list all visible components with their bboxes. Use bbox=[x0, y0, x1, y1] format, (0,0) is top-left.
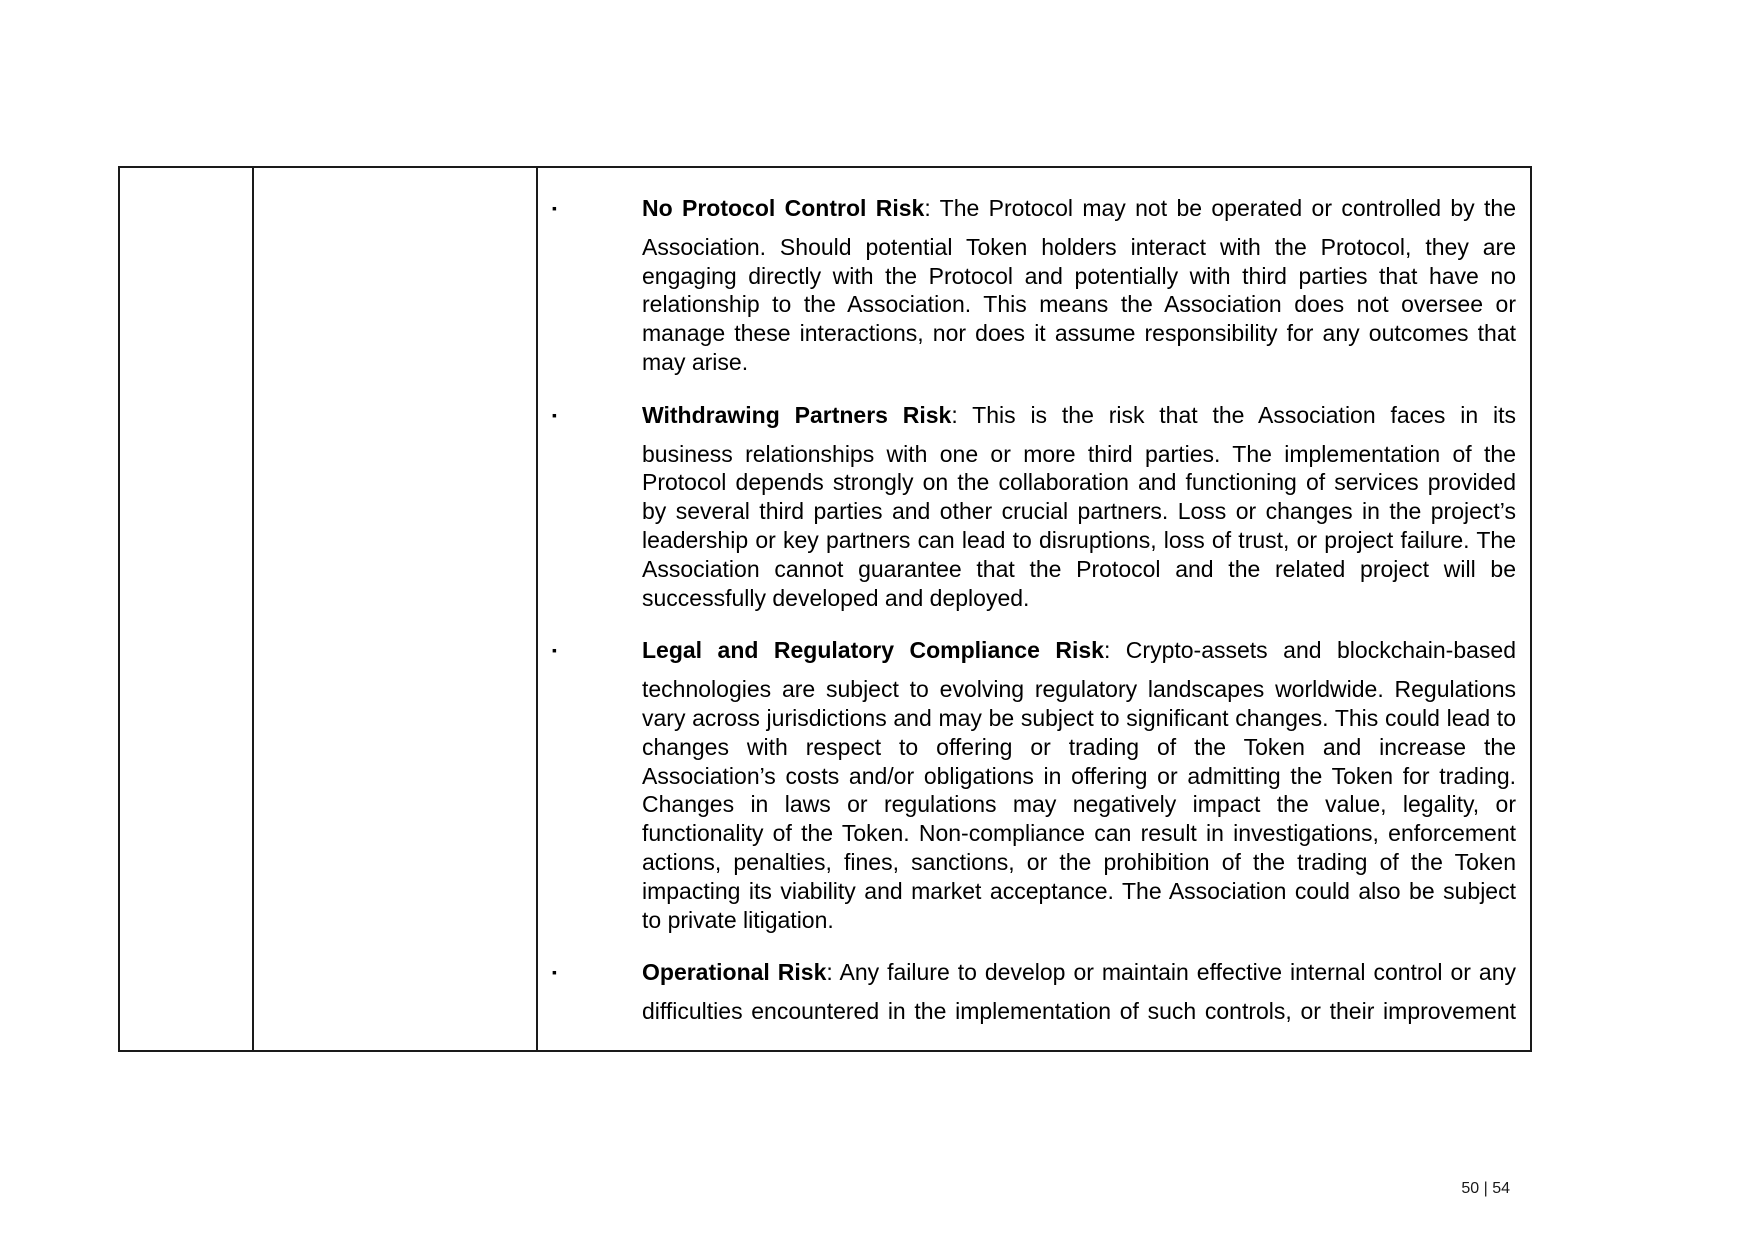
table-cell-empty-2 bbox=[253, 167, 537, 1051]
risk-title: Withdrawing Partners Risk bbox=[642, 401, 952, 428]
table-row bbox=[119, 167, 1531, 1051]
risk-table bbox=[118, 166, 1532, 1052]
risk-description: difficulties encountered in the implementation of such controls, or their improvement bbox=[642, 998, 1516, 1025]
bullet-icon: ▪ bbox=[552, 964, 557, 981]
table-cell-empty-1 bbox=[119, 167, 253, 1051]
risk-lead-text: : Any failure to develop or maintain effective internal control or any bbox=[826, 959, 1516, 986]
risk-item-withdrawing-partners bbox=[538, 401, 1516, 613]
risk-title: No Protocol Control Risk bbox=[642, 195, 925, 221]
risk-list bbox=[538, 168, 1530, 1026]
risk-description: technologies are subject to evolving regulatory landscapes worldwide. Regulations vary across jurisdictions and may be subject to significant changes. This could lead to changes with respect to offering or trading of the Token and increase the Association’s costs and/or obligations in offering or admitting the Token for trading. Changes in laws or regulations may negatively impact the value, legality, or functionality of the Token. Non-compliance can result in investigations, enforcement actions, penalties, fines, sanctions, or the prohibition of the trading of the Token impacting its viability and market acceptance. The Association could also be subject to private litigation. bbox=[642, 676, 1516, 933]
risk-lead-text: : The Protocol may not be operated or controlled by the bbox=[924, 195, 1517, 221]
risk-lead-text: : Crypto-assets and blockchain-based bbox=[1103, 637, 1516, 664]
risk-title: Operational Risk bbox=[642, 959, 827, 986]
risk-first-line bbox=[642, 401, 1516, 430]
bullet-icon: ▪ bbox=[552, 200, 557, 216]
risk-item-operational bbox=[538, 958, 1516, 1026]
risk-item-no-protocol-control bbox=[538, 194, 1516, 377]
bullet-icon: ▪ bbox=[552, 406, 557, 423]
risk-first-line bbox=[642, 194, 1516, 223]
risk-description: Association. Should potential Token holders interact with the Protocol, they are engaging directly with the Protocol and potentially with third parties that have no relationship to the Association. This means the Association does not oversee or manage these interactions, nor does it assume responsibility for any outcomes that may arise. bbox=[642, 233, 1516, 375]
risk-title: Legal and Regulatory Compliance Risk bbox=[642, 637, 1104, 664]
risk-first-line bbox=[642, 958, 1516, 987]
page-number: 50 | 54 bbox=[1461, 1180, 1510, 1197]
bullet-icon: ▪ bbox=[552, 642, 557, 659]
risk-first-line bbox=[642, 636, 1516, 665]
risk-lead-text: : This is the risk that the Association faces in its bbox=[951, 401, 1516, 428]
risk-description: business relationships with one or more third parties. The implementation of the Protocol depends strongly on the collaboration and functioning of services provided by several third parties and other crucial partners. Loss or changes in the project’s leadership or key partners can lead to disruptions, loss of trust, or project failure. The Association cannot guarantee that the Protocol and the related project will be successfully developed and deployed. bbox=[642, 440, 1516, 611]
risk-item-legal-regulatory bbox=[538, 636, 1516, 934]
table-cell-risks bbox=[537, 167, 1531, 1051]
